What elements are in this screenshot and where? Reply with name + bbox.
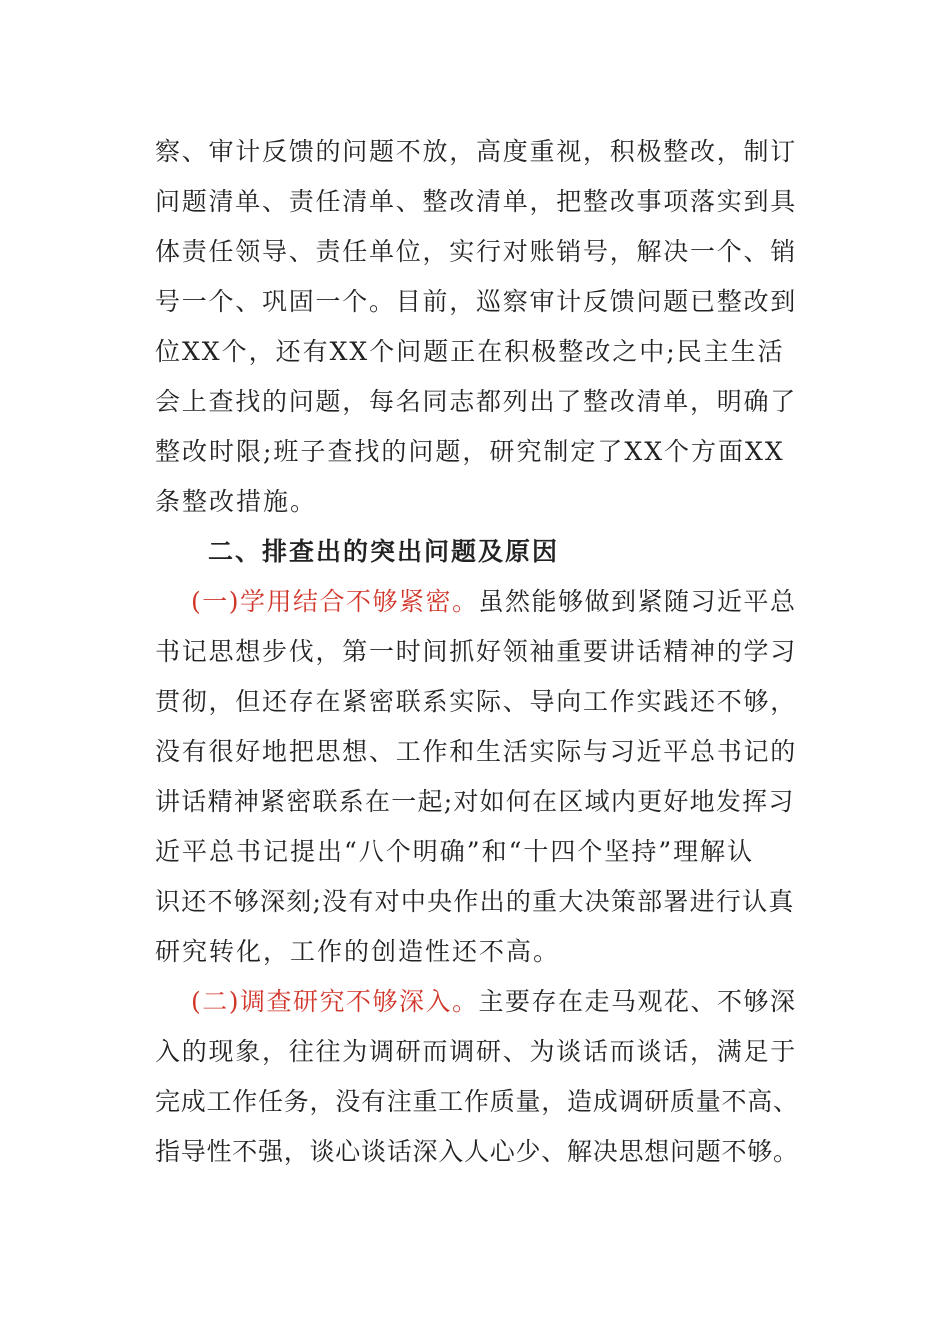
text-line: 近平总书记提出“八个明确”和“十四个坚持”理解认 [155,837,755,866]
paragraph-item-2 [155,977,800,1177]
text-line: 整改时限;班子查找的问题，研究制定了XX个方面XX [155,437,785,466]
text-line: 体责任领导、责任单位，实行对账销号，解决一个、销 [155,237,798,266]
item-2-first-line: 主要存在走马观花、不够深 [478,987,797,1016]
text-line: 入的现象，往往为调研而调研、为谈话而谈话，满足于 [155,1037,798,1066]
text-line: 指导性不强，谈心谈话深入人心少、解决思想问题不够。 [155,1137,799,1166]
item-1-label: (一)学用结合不够紧密。 [191,587,479,616]
text-line: 问题清单、责任清单、整改清单，把整改事项落实到具 [155,187,798,216]
text-line [155,977,800,1027]
section-heading: 二、排查出的突出问题及原因 [208,537,560,566]
text-line: 书记思想步伐，第一时间抓好领袖重要讲话精神的学习 [155,637,798,666]
document-body [155,127,800,1177]
text-line: 号一个、巩固一个。目前，巡察审计反馈问题已整改到 [155,287,798,316]
text-line: 贯彻，但还存在紧密联系实际、导向工作实践还不够， [155,687,798,716]
text-line: 察、审计反馈的问题不放，高度重视，积极整改，制订 [155,137,798,166]
text-line: 完成工作任务，没有注重工作质量，造成调研质量不高、 [155,1087,799,1116]
item-1-first-line: 虽然能够做到紧随习近平总 [478,587,797,616]
text-line: 讲话精神紧密联系在一起;对如何在区域内更好地发挥习 [155,787,795,816]
text-line: 研究转化，工作的创造性还不高。 [155,937,561,966]
text-line: 位XX个，还有XX个问题正在积极整改之中;民主生活 [155,337,785,366]
text-line: 条整改措施。 [155,487,318,516]
text-line: 会上查找的问题，每名同志都列出了整改清单，明确了 [155,387,798,416]
item-2-label: (二)调查研究不够深入。 [191,987,479,1016]
text-line: 没有很好地把思想、工作和生活实际与习近平总书记的 [155,737,798,766]
text-line [155,577,800,627]
paragraph-rectification [155,127,800,527]
paragraph-item-1 [155,577,800,977]
text-line: 识还不够深刻;没有对中央作出的重大决策部署进行认真 [155,887,795,916]
